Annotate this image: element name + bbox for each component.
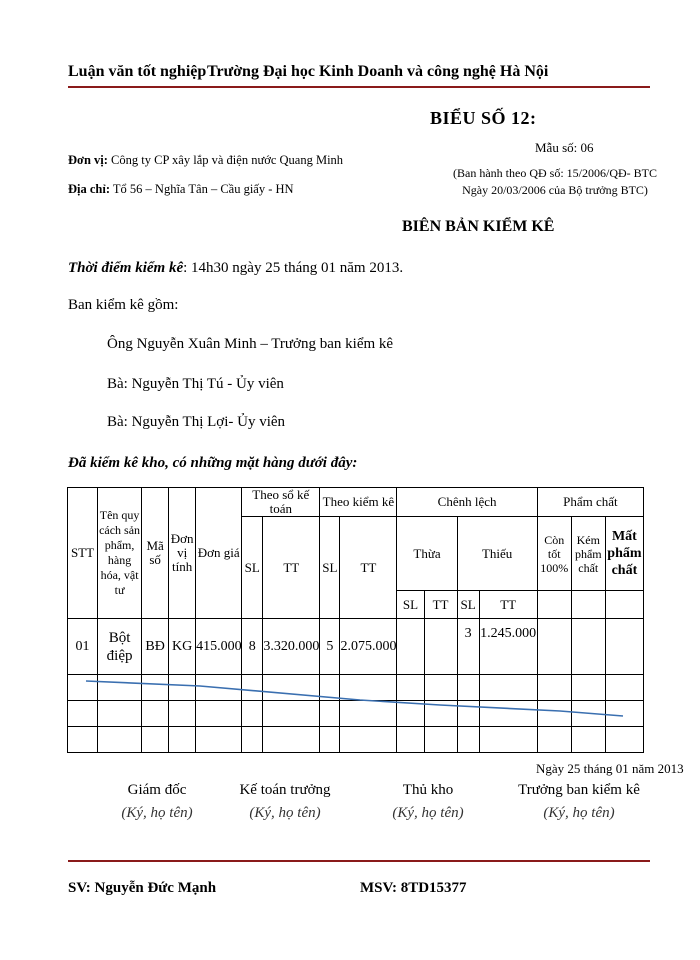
template-number: Mẫu số: 06 bbox=[535, 140, 594, 155]
header-books: Theo sổ kế toán bbox=[242, 488, 320, 517]
cell-code: BĐ bbox=[142, 619, 169, 675]
checked-items-label: Đã kiểm kê kho, có những mặt hàng dưới đây: bbox=[68, 455, 358, 471]
header-count-tt: TT bbox=[340, 517, 397, 619]
header-quality: Phẩm chất bbox=[537, 488, 643, 517]
signature-role: Kế toán trưởng bbox=[239, 782, 331, 798]
signature-note: (Ký, họ tên) bbox=[392, 805, 464, 821]
header-stt: STT bbox=[68, 488, 98, 619]
header-count: Theo kiểm kê bbox=[320, 488, 397, 517]
form-number: BIỂU SỐ 12: bbox=[430, 108, 537, 128]
signature-role: Thủ kho bbox=[402, 782, 454, 798]
header-surplus: Thừa bbox=[397, 517, 457, 591]
header-surplus-tt: TT bbox=[424, 591, 457, 619]
cell-count-tt: 2.075.000 bbox=[340, 619, 397, 675]
signature-chief-accountant bbox=[215, 782, 355, 822]
footer-rule bbox=[68, 860, 650, 862]
document-title: BIÊN BẢN KIỂM KÊ bbox=[402, 218, 555, 235]
committee-member: Bà: Nguyễn Thị Lợi- Ủy viên bbox=[107, 414, 286, 430]
cell-unit: KG bbox=[169, 619, 196, 675]
committee-label: Ban kiểm kê gồm: bbox=[68, 297, 179, 313]
unit-label: Đơn vị: bbox=[68, 153, 108, 167]
cell-books-tt: 3.320.000 bbox=[263, 619, 320, 675]
signature-role: Trưởng ban kiểm kê bbox=[518, 782, 640, 798]
signature-director bbox=[87, 782, 227, 822]
inventory-time-value: : 14h30 ngày 25 tháng 01 năm 2013. bbox=[183, 260, 404, 276]
signing-date: Ngày 25 tháng 01 năm 2013 bbox=[536, 761, 684, 776]
signature-storekeeper bbox=[358, 782, 498, 822]
cell-shortage-tt: 1.245.000 bbox=[479, 619, 537, 675]
header-unit: Đơn vị tính bbox=[169, 488, 196, 619]
address-label: Địa chỉ: bbox=[68, 182, 111, 196]
header-books-tt: TT bbox=[263, 517, 320, 619]
unit-value: Công ty CP xây lắp và điện nước Quang Minh bbox=[111, 153, 344, 167]
footer-student: SV: Nguyễn Đức Mạnh bbox=[68, 880, 217, 896]
header-count-sl: SL bbox=[320, 517, 340, 619]
header-shortage: Thiếu bbox=[457, 517, 537, 591]
signature-role: Giám đốc bbox=[127, 782, 187, 798]
header-shortage-sl: SL bbox=[457, 591, 479, 619]
header-difference: Chênh lệch bbox=[397, 488, 537, 517]
header-poor: Kém phẩm chất bbox=[571, 517, 605, 591]
header-price: Đơn giá bbox=[196, 488, 242, 619]
signature-note: (Ký, họ tên) bbox=[121, 805, 193, 821]
signature-note: (Ký, họ tên) bbox=[249, 805, 321, 821]
header-university: Trường Đại học Kinh Doanh và công nghệ Hà Nội bbox=[207, 63, 549, 80]
header-good: Còn tốt 100% bbox=[537, 517, 571, 591]
cell-shortage-sl: 3 bbox=[457, 619, 479, 675]
cell-stt: 01 bbox=[68, 619, 98, 675]
committee-member: Ông Nguyễn Xuân Minh – Trưởng ban kiểm kê bbox=[107, 336, 394, 352]
strike-line-path bbox=[86, 681, 623, 716]
committee-member: Bà: Nguyễn Thị Tú - Ủy viên bbox=[107, 376, 284, 392]
inventory-time-label: Thời điểm kiểm kê bbox=[68, 260, 184, 276]
signature-note: (Ký, họ tên) bbox=[543, 805, 615, 821]
header-lost: Mất phẩm chất bbox=[605, 517, 643, 591]
header-shortage-tt: TT bbox=[479, 591, 537, 619]
cell-count-sl: 5 bbox=[320, 619, 340, 675]
signature-committee-head bbox=[509, 782, 649, 822]
footer-student-id: MSV: 8TD15377 bbox=[360, 880, 467, 896]
header-item-name: Tên quy cách sản phẩm, hàng hóa, vật tư bbox=[98, 488, 142, 619]
header-surplus-sl: SL bbox=[397, 591, 424, 619]
cell-books-sl: 8 bbox=[242, 619, 263, 675]
header-code: Mã số bbox=[142, 488, 169, 619]
address-value: Tổ 56 – Nghĩa Tân – Cầu giấy - HN bbox=[112, 182, 294, 196]
issued-by: (Ban hành theo QĐ số: 15/2006/QĐ- BTC Ngày 20/03/2006 của Bộ trưởng BTC) bbox=[453, 166, 657, 197]
header-thesis: Luận văn tốt nghiệp bbox=[68, 63, 207, 80]
header-books-sl: SL bbox=[242, 517, 263, 619]
cell-item-name: Bột điệp bbox=[98, 619, 142, 675]
cell-price: 415.000 bbox=[196, 619, 242, 675]
